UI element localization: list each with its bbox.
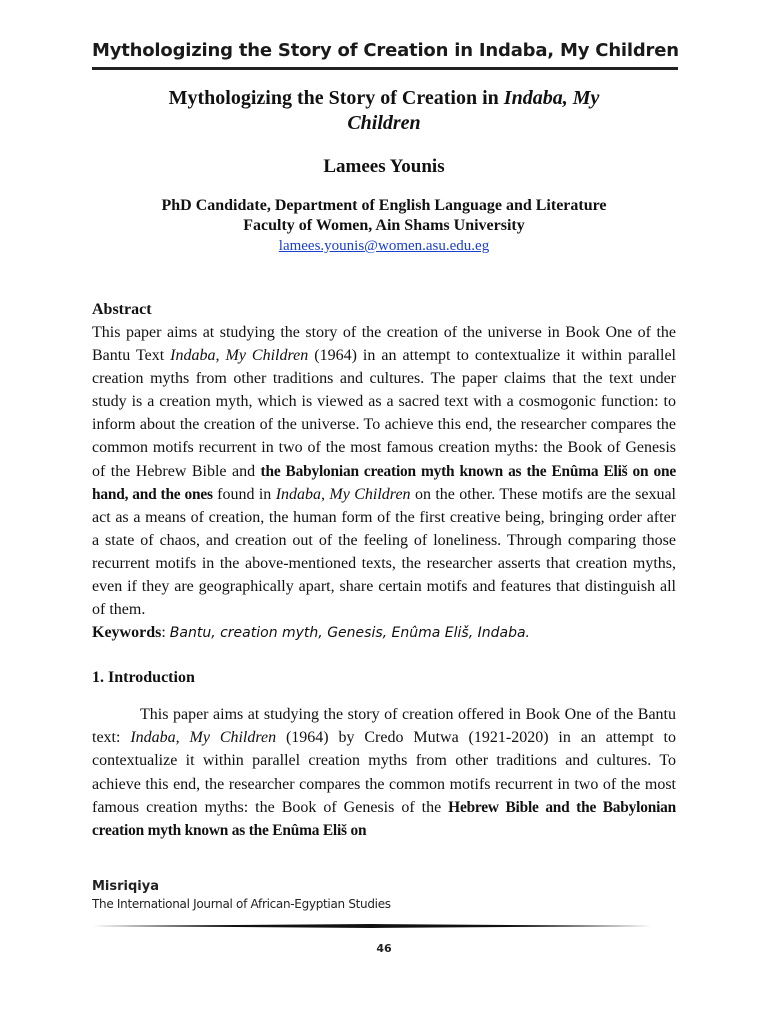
keywords-separator: : (161, 624, 170, 642)
author-affiliation (92, 196, 676, 236)
footer-rule (92, 924, 652, 928)
intro-italic-title: Indaba, My Children (130, 729, 277, 747)
intro-text-2: (1964) by Credo Mutwa (1921-2020) in an attempt to contextualize it within parallel creation myths from other traditions and cultures. To achieve this end, the researcher compares the common motifs recurrent in two of the most famous creation myths: the Book of Genesis of the (92, 729, 676, 816)
introduction-paragraph (92, 703, 676, 842)
abstract-bold-text: the Babylonian creation myth known as the Enûma Eliš on one hand, and the ones (92, 462, 676, 503)
abstract-text-1: This paper aims at studying the story of the creation of the universe in Book One of the Bantu Text (92, 324, 676, 365)
article-title (92, 86, 676, 136)
journal-name: Misriqiya (92, 879, 160, 894)
abstract-paragraph (92, 321, 676, 621)
intro-bold-text: Hebrew Bible and the Babylonian creation myth known as the Enûma Eliš on (92, 798, 676, 839)
keywords-label: Keywords (92, 624, 162, 642)
keywords-line (92, 621, 676, 645)
affiliation-line-1: PhD Candidate, Department of English Language and Literature (161, 197, 607, 214)
abstract-italic-title-2: Indaba, My Children (275, 485, 411, 503)
abstract-text-4: on the other. These motifs are the sexual act as a means of creation, the human form of the first creative being, bringing order after a state of chaos, and creation out of the feeling of loneliness. Through comparing those recurrent motifs in the above-mentioned texts, the researcher asserts that creation myths, even if they are geographically apart, share certain motifs and features that distinguish all of them. (92, 485, 676, 619)
article-title-roman: Mythologizing the Story of Creation in (168, 87, 504, 109)
keywords-list: Bantu, creation myth, Genesis, Enûma Eliš, Indaba. (169, 625, 530, 642)
intro-text-1: This paper aims at studying the story of creation offered in Book One of the Bantu text: (92, 706, 676, 747)
journal-subtitle: The International Journal of African-Egyptian Studies (92, 897, 391, 911)
header-rule (92, 67, 678, 70)
abstract-italic-title-1: Indaba, My Children (170, 347, 309, 365)
abstract-text-3: found in (212, 485, 276, 503)
affiliation-line-2: Faculty of Women, Ain Shams University (243, 217, 525, 234)
abstract-text-2: (1964) in an attempt to contextualize it within parallel creation myths from other traditions and cultures. The paper claims that the text under study is a creation myth, which is viewed as a sacred text with a cosmogonic function: to inform about the creation of the universe. To achieve this end, the researcher compares the common motifs recurrent in two of the most famous creation myths: the Book of Genesis of the Hebrew Bible and (92, 347, 676, 480)
author-name: Lamees Younis (323, 156, 445, 177)
author-email (92, 237, 676, 255)
page-number: 46 (376, 942, 392, 955)
abstract-heading: Abstract (92, 301, 152, 318)
article-title-italic: Indaba, My Children (347, 87, 600, 134)
running-header-title: Mythologizing the Story of Creation in Indaba, My Children (92, 40, 679, 61)
journal-footer (92, 878, 391, 912)
section-heading-introduction: 1. Introduction (92, 669, 195, 687)
author-email-link[interactable]: lamees.younis@women.asu.edu.eg (278, 238, 490, 254)
article-body (92, 86, 676, 842)
